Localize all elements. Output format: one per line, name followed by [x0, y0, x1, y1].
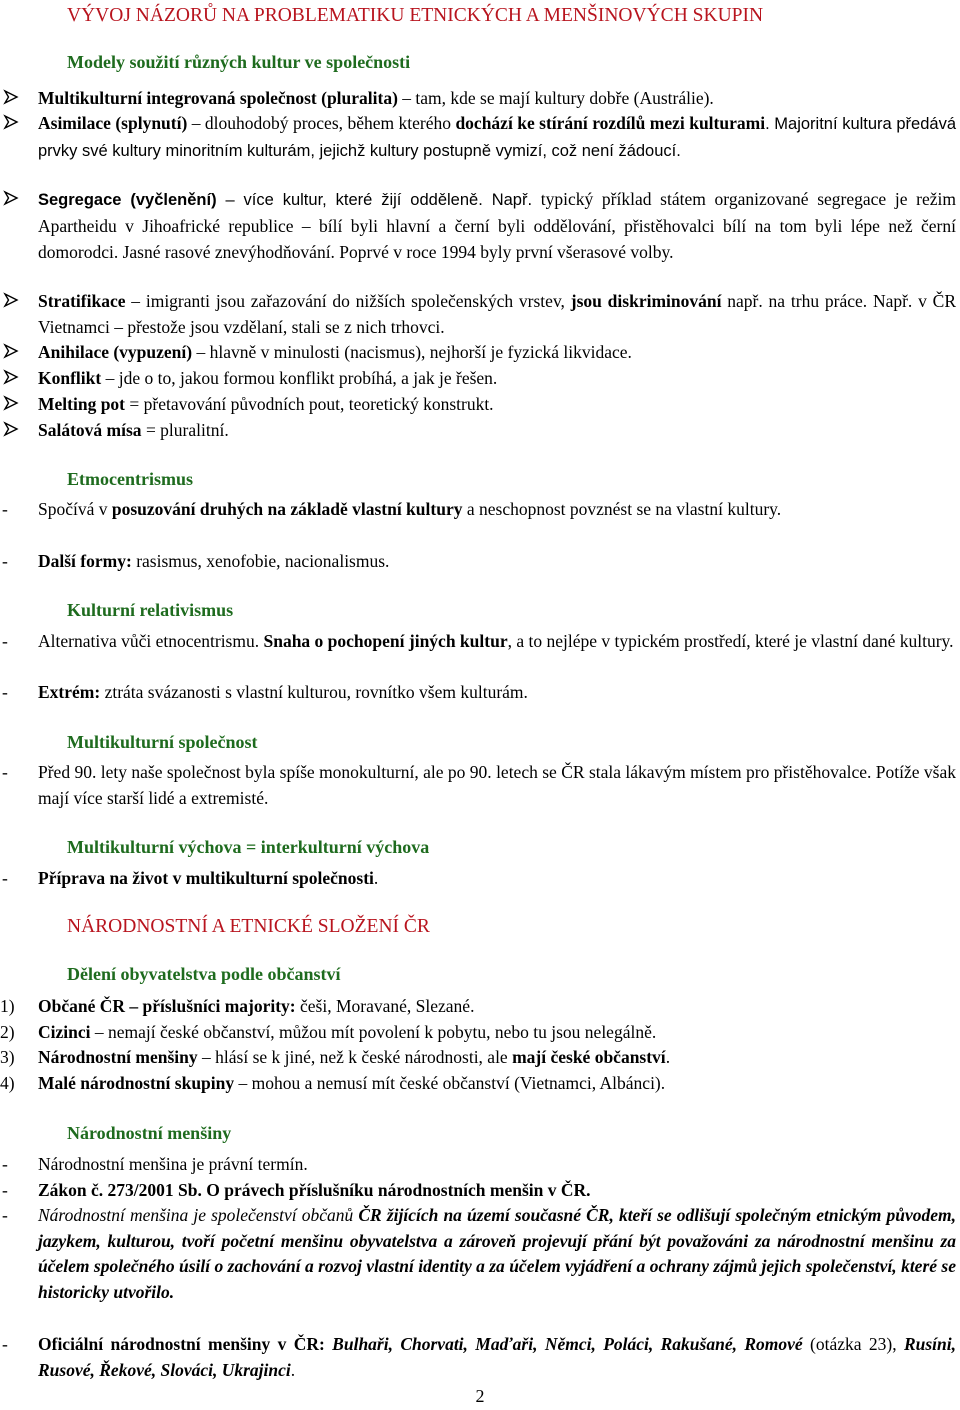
arrowhead-bullet-icon	[3, 187, 19, 209]
arrowhead-bullet-icon	[3, 86, 19, 108]
arrowhead-bullet-icon	[3, 340, 19, 362]
numbered-item: 2) Cizinci – nemají české občanství, můžou mít povolení k pobytu, nebo tu jsou nelegálně.	[0, 1020, 956, 1046]
bullet-item: Anihilace (vypuzení) – hlavně v minulosti (nacismus), nejhorší je fyzická likvidace.	[0, 340, 956, 366]
bullet-item: Asimilace (splynutí) – dlouhodobý proces, během kterého dochází ke stírání rozdílů mezi kulturami. Majoritní kultura předává prvky své kultury minoritním kulturám, jejichž kultury postupně vymizí, což není žádoucí.	[0, 111, 956, 164]
dash-marker: -	[2, 551, 8, 571]
numbered-item: 1) Občané ČR – příslušníci majority: češi, Moravané, Slezané.	[0, 994, 956, 1020]
page-title: VÝVOJ NÁZORŮ NA PROBLEMATIKU ETNICKÝCH A MENŠINOVÝCH SKUPIN	[67, 5, 764, 26]
item-number: 1)	[0, 996, 15, 1016]
bullet-item: Stratifikace – imigranti jsou zařazování do nižších společenských vrstev, jsou diskriminování např. na trhu práce. Např. v ČR Vietnamci – přestože jsou vzdělaní, stali se z nich trhovci.	[0, 289, 956, 340]
section-heading-mensiny: Národnostní menšiny	[67, 1123, 232, 1143]
numbered-item: 3) Národnostní menšiny – hlásí se k jiné, než k české národnosti, ale mají české občanství.	[0, 1045, 956, 1071]
bullet-item: Melting pot = přetavování původních pout, teoretický konstrukt.	[0, 392, 956, 418]
dash-item: - Před 90. lety naše společnost byla spíše monokulturní, ale po 90. letech se ČR stala lákavým místem pro přistěhovalce. Potíže však mají více starší lidé a extremisté.	[2, 762, 956, 808]
dash-marker: -	[2, 762, 8, 782]
dash-marker: -	[2, 1154, 8, 1174]
dash-item: - Národnostní menšina je právní termín.	[0, 1152, 956, 1178]
dash-item: - Extrém: ztráta svázanosti s vlastní kulturou, rovnítko všem kulturám.	[0, 680, 956, 706]
page-number: 2	[475, 1386, 485, 1406]
bullet-item: Salátová mísa = pluralitní.	[0, 418, 956, 444]
arrowhead-bullet-icon	[3, 418, 19, 440]
dash-item: - Další formy: rasismus, xenofobie, nacionalismus.	[0, 549, 956, 575]
dash-marker: -	[2, 499, 8, 519]
dash-marker: -	[2, 682, 8, 702]
section-heading-multikulturni-spolecnost: Multikulturní společnost	[67, 732, 258, 752]
dash-item: - Oficiální národnostní menšiny v ČR: Bulhaři, Chorvati, Maďaři, Němci, Poláci, Rakušané, Romové (otázka 23), Rusíni, Rusové, Řekové, Slováci, Ukrajinci.	[2, 1334, 957, 1380]
arrowhead-bullet-icon	[3, 392, 19, 414]
bullet-item: Segregace (vyčlenění) – více kultur, které žijí odděleně. Např. typický příklad státem organizované segregace je režim Apartheidu v Jihoafrické republice – bílí byli hlavní a černí byli oddělování, přistěhovalci bílí na tom byli lépe než černí domorodci. Jasné rasové znevýhodňování. Poprvé v roce 1994 byly první všerasové volby.	[0, 187, 956, 267]
dash-marker: -	[2, 868, 8, 888]
section-heading-deleni: Dělení obyvatelstva podle občanství	[67, 964, 341, 984]
arrowhead-bullet-icon	[3, 111, 19, 133]
dash-item: - Zákon č. 273/2001 Sb. O právech příslušníku národnostních menšin v ČR.	[0, 1178, 956, 1204]
arrowhead-bullet-icon	[3, 289, 19, 311]
item-number: 3)	[0, 1047, 15, 1067]
dash-marker: -	[2, 631, 8, 651]
dash-item: - Národnostní menšina je společenství občanů ČR žijících na území současné ČR, kteří se odlišují společným etnickým původem, jazykem, kulturou, tvoří početní menšinu obyvatelstva a zároveň projevují přání být považováni za národnostní menšinu za účelem společného úsilí o zachování a rozvoj vlastní identity a za účelem vyjádření a ochrany zájmů jejich společenství, které se historicky utvořilo.	[2, 1205, 957, 1302]
numbered-item: 4) Malé národnostní skupiny – mohou a nemusí mít české občanství (Vietnamci, Albánci).	[0, 1071, 956, 1097]
dash-marker: -	[2, 1205, 8, 1225]
section-heading-models: Modely soužití různých kultur ve společnosti	[67, 52, 411, 72]
dash-item: - Příprava na život v multikulturní společnosti.	[0, 866, 956, 892]
section-heading-vychova: Multikulturní výchova = interkulturní výchova	[67, 837, 430, 857]
dash-item: - Spočívá v posuzování druhých na základě vlastní kultury a neschopnost povznést se na vlastní kultury.	[0, 497, 956, 523]
item-number: 4)	[0, 1073, 15, 1093]
dash-marker: -	[2, 1334, 8, 1354]
section-heading-relativismus: Kulturní relativismus	[67, 600, 234, 620]
section-heading-etmocentrismus: Etmocentrismus	[67, 469, 193, 489]
item-number: 2)	[0, 1022, 15, 1042]
bullet-item: Multikulturní integrovaná společnost (pluralita) – tam, kde se mají kultury dobře (Austrálie).	[0, 86, 956, 112]
page-title-2: NÁRODNOSTNÍ A ETNICKÉ SLOŽENÍ ČR	[67, 916, 430, 937]
bullet-item: Konflikt – jde o to, jakou formou konflikt probíhá, a jak je řešen.	[0, 366, 956, 392]
dash-item: - Alternativa vůči etnocentrismu. Snaha o pochopení jiných kultur, a to nejlépe v typickém prostředí, které je vlastní dané kultury.	[0, 629, 956, 655]
dash-marker: -	[2, 1180, 8, 1200]
arrowhead-bullet-icon	[3, 366, 19, 388]
